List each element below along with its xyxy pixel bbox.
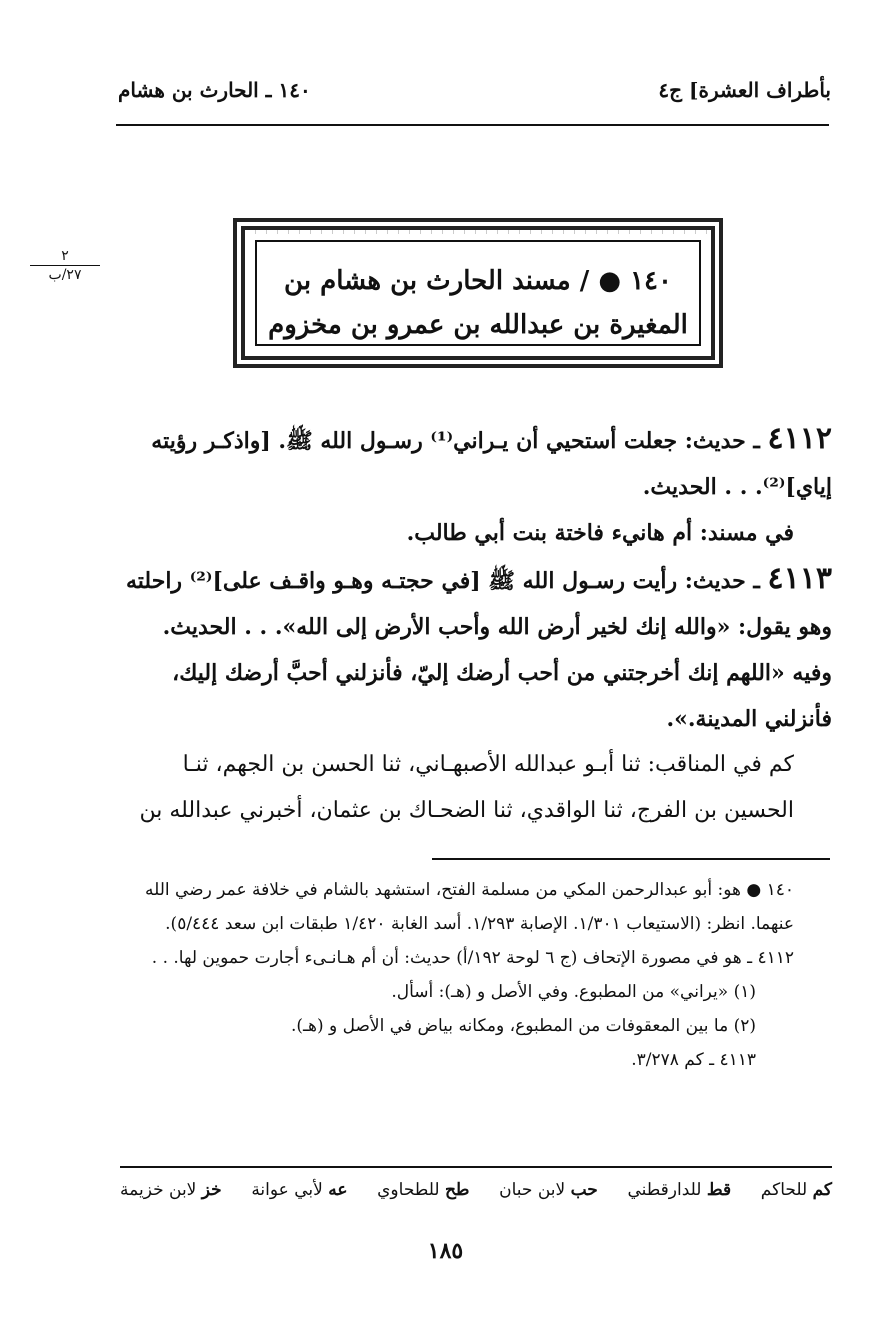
footnotes — [124, 873, 832, 1077]
hadith-source: كم في المناقب: ثنا أبـو عبدالله الأصبهـاني، ثنا الحسن بن الجهم، ثنـا الحسين بن الفرج، ثنا الواقدي، ثنا الضحـاك بن عثمان، أخبرني عبدالله بن — [139, 752, 794, 823]
hadith-text: ـ حديث: رأيت رسـول الله ﷺ [في حجتـه وهـو واقـف على]⁽²⁾ راحلته وهو يقول: «والله إنك لخير أرض الله وأحب الأرض إلى الله». . . الحديث. وفيه «اللهم إنك أخرجتني من أحب أرضك إليّ، فأنزلني أحبَّ أرضك إليك، فأنزلني المدينة.». — [126, 568, 832, 732]
hadith-4113 — [124, 556, 832, 742]
hadith-text: ـ حديث: جعلت أستحيي أن يـراني⁽¹⁾ رسـول الله ﷺ. [واذكـر رؤيته إياي]⁽²⁾. . . الحديث. — [151, 428, 832, 500]
running-header-left: ١٤٠ ـ الحارث بن هشام — [118, 78, 311, 102]
margin-reference-bottom: ٢٧/ب — [48, 267, 82, 283]
margin-reference-top: ٢ — [30, 247, 100, 266]
abbreviation-item: عه لأبي عوانة — [251, 1180, 348, 1200]
abbreviations-key — [120, 1180, 832, 1200]
section-title-line-1: ١٤٠ ● / مسند الحارث بن هشام بن — [284, 266, 672, 296]
abbreviation-item: قط للدارقطني — [627, 1180, 732, 1200]
abbreviation-item: كم للحاكم — [760, 1180, 832, 1200]
abbreviation-item: خز لابن خزيمة — [120, 1180, 222, 1200]
running-header-right: بأطراف العشرة] ج٤ — [658, 78, 831, 102]
margin-reference — [30, 247, 100, 284]
header-rule — [116, 124, 829, 126]
footnote-4113: ٤١١٣ ـ كم ٣/٢٧٨. — [631, 1050, 756, 1070]
abbreviation-item: حب لابن حبان — [499, 1180, 598, 1200]
hadith-number: ٤١١٣ — [767, 561, 832, 596]
hadith-number: ٤١١٢ — [767, 421, 832, 456]
section-title-line-2: المغيرة بن عبدالله بن عمرو بن مخزوم — [268, 310, 688, 340]
footnote-140: ١٤٠ ● هو: أبو عبدالرحمن المكي من مسلمة الفتح، استشهد بالشام في خلافة عمر رضي الله عنهما. انظر: (الاستيعاب ١/٣٠١. الإصابة ١/٢٩٣. أسد الغابة ١/٤٢٠ طبقات ابن سعد ٥/٤٤٤). — [144, 880, 794, 934]
ornamental-title-frame — [233, 218, 723, 368]
hadith-4112 — [124, 416, 832, 510]
title-box — [255, 240, 701, 346]
abbreviations-rule — [120, 1166, 832, 1168]
footnote-1: (١) «يراني» من المطبوع. وفي الأصل و (هـ): أسأل. — [391, 982, 756, 1002]
footnote-2: (٢) ما بين المعقوفات من المطبوع، ومكانه بياض في الأصل و (هـ). — [290, 1016, 756, 1036]
abbreviation-item: طح للطحاوي — [377, 1180, 470, 1200]
main-text — [124, 416, 832, 834]
footnote-4112: ٤١١٢ ـ هو في مصورة الإتحاف (ج ٦ لوحة ١٩٢/أ) حديث: أن أم هـانـىء أجارت حموين لها. . . — [151, 948, 794, 968]
footnote-rule — [432, 858, 830, 860]
page-number: ١٨٥ — [427, 1238, 464, 1264]
hadith-source: في مسند: أم هانيء فاختة بنت أبي طالب. — [406, 520, 794, 546]
